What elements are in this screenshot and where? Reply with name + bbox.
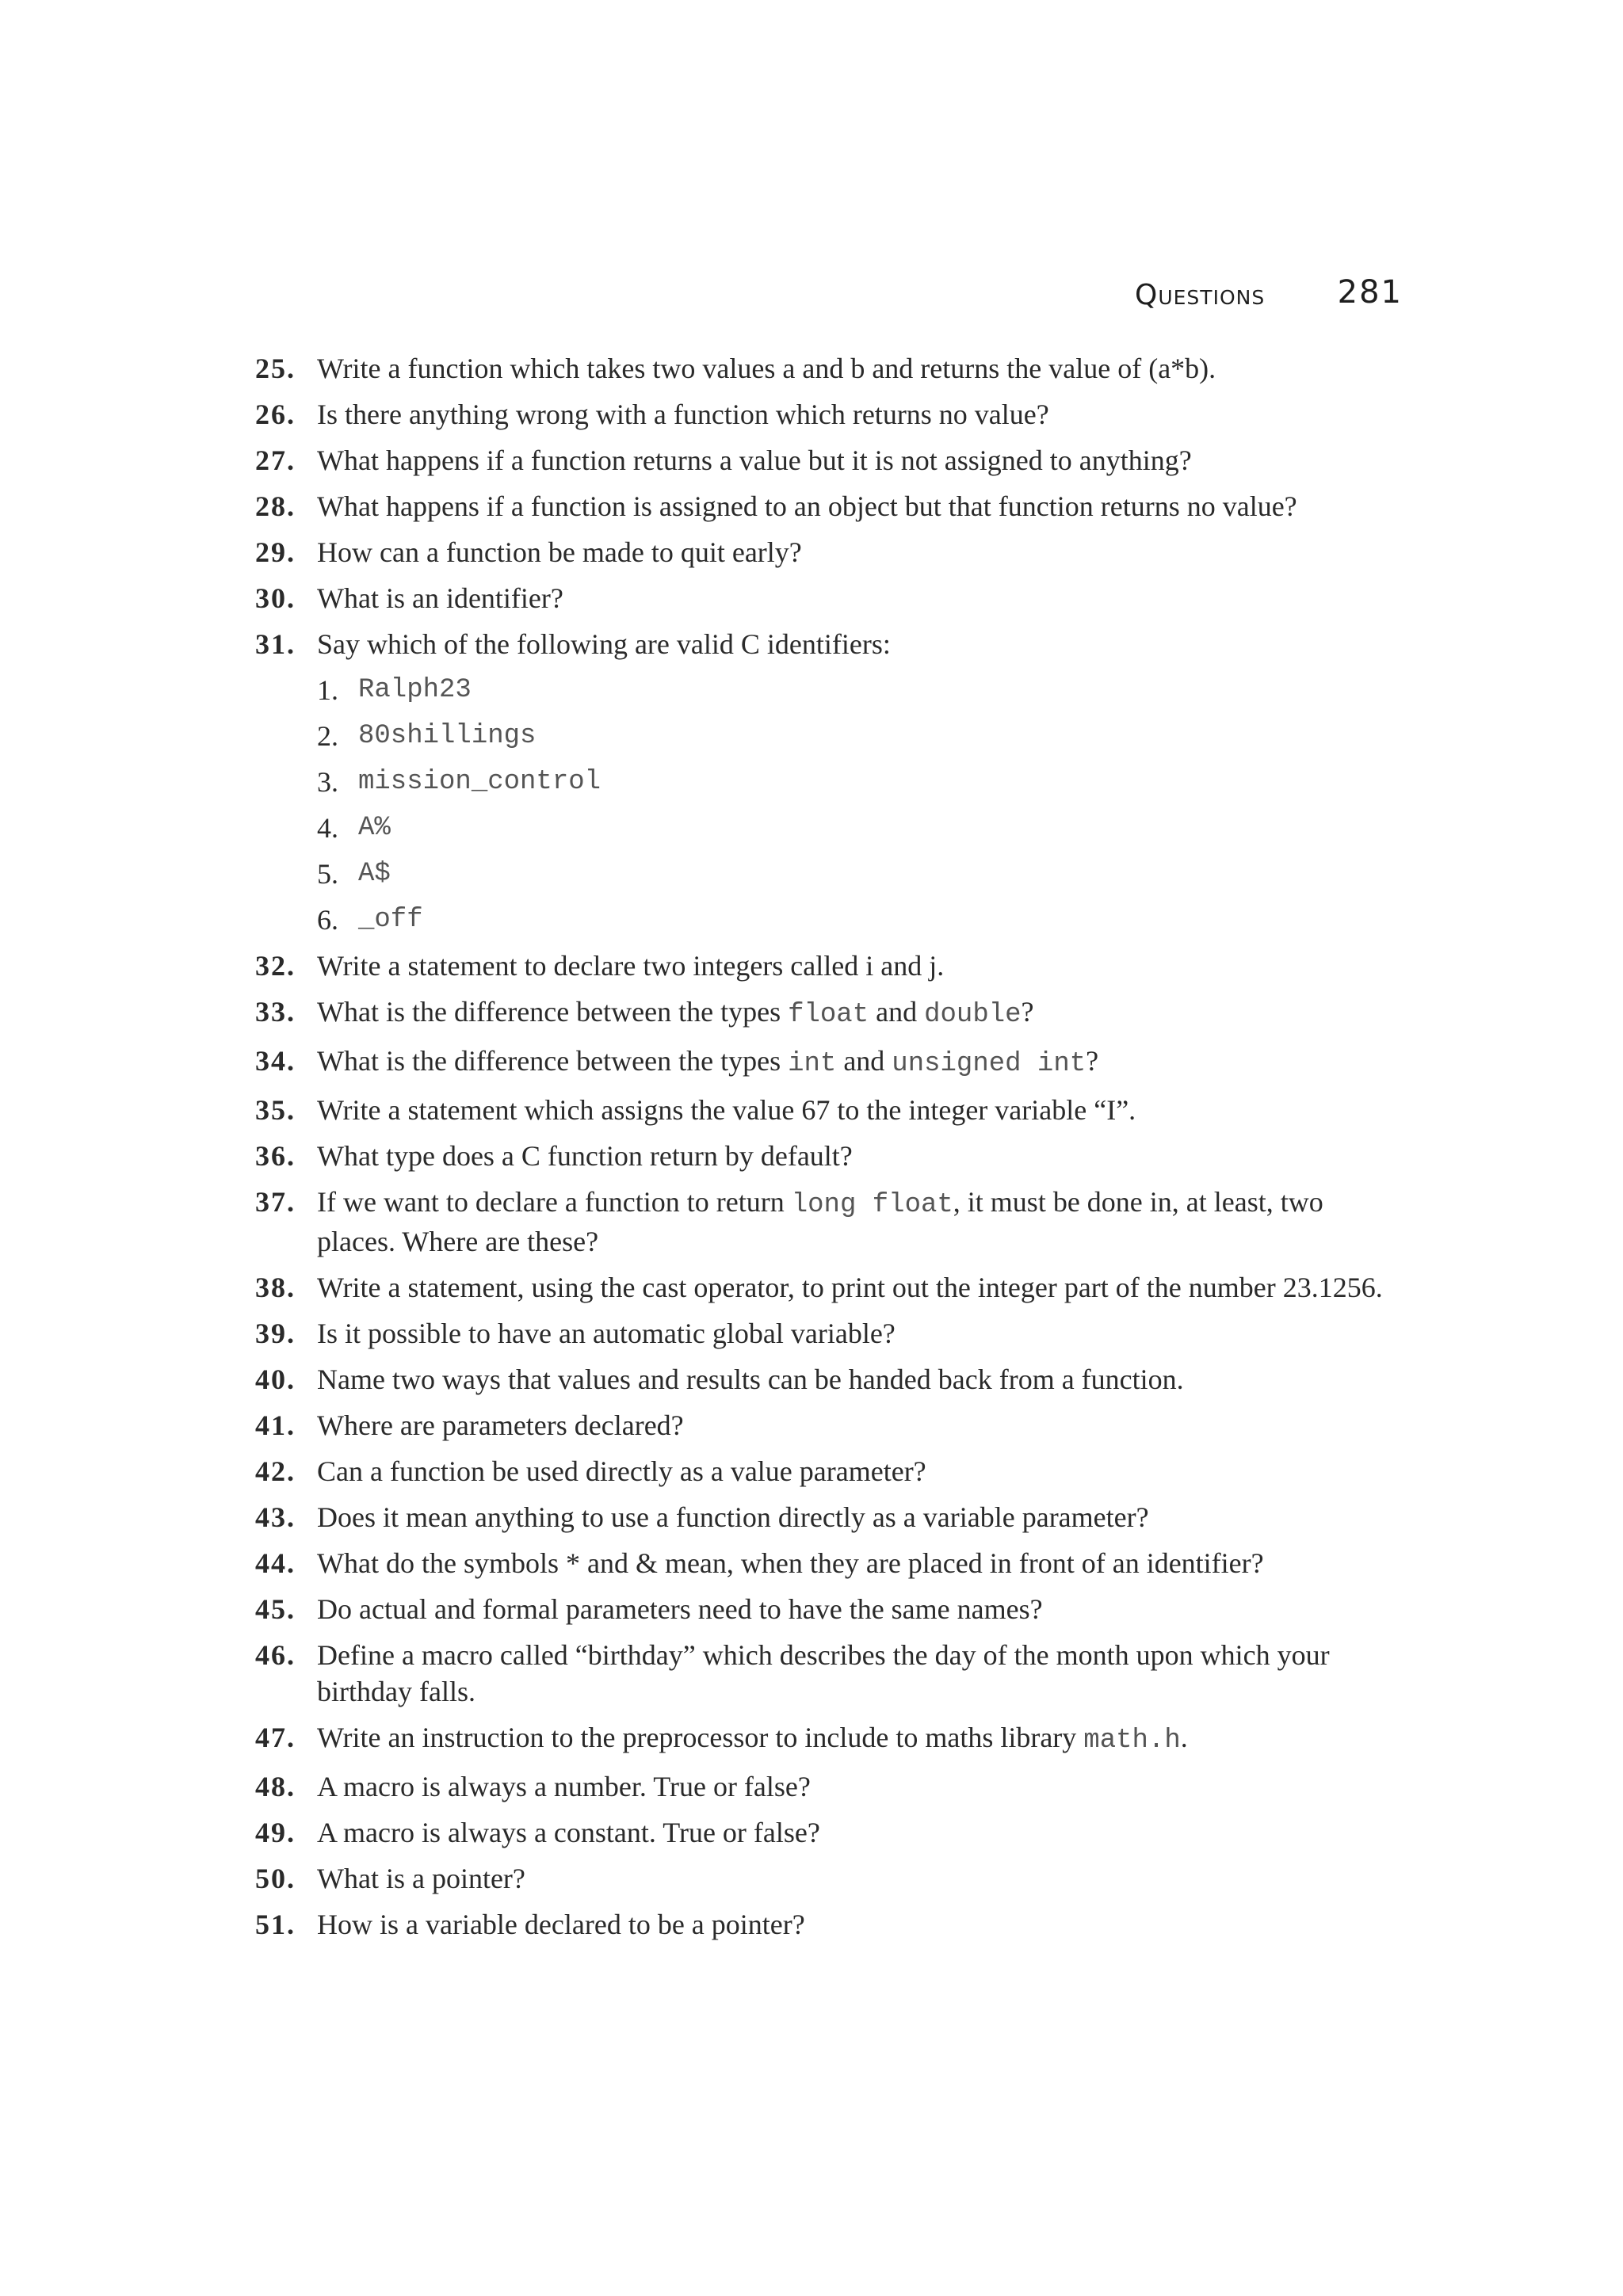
identifier-option xyxy=(255,759,1403,805)
question-list xyxy=(255,345,1403,1947)
running-head xyxy=(1135,273,1403,320)
question-number: 43. xyxy=(255,1501,296,1533)
identifier-option xyxy=(255,713,1403,759)
question-item xyxy=(255,1714,1403,1764)
question-item xyxy=(255,1402,1403,1448)
question-text xyxy=(317,989,1403,1038)
question-number: 41. xyxy=(255,1409,296,1441)
text-segment: What is the difference between the types xyxy=(317,996,789,1028)
option-number: 1. xyxy=(317,674,338,706)
question-number: 45. xyxy=(255,1593,296,1625)
question-number: 36. xyxy=(255,1140,296,1172)
text-segment: What is the difference between the types xyxy=(317,1045,789,1077)
question-number: 26. xyxy=(255,399,296,430)
text-segment: ? xyxy=(1086,1045,1099,1077)
text-segment: and xyxy=(869,996,925,1028)
question-item xyxy=(255,1264,1403,1310)
question-text: Define a macro called “birthday” which describes the day of the month upon which your birthday falls. xyxy=(317,1639,1330,1707)
question-number: 27. xyxy=(255,444,296,476)
question-item xyxy=(255,1764,1403,1810)
question-text: What is an identifier? xyxy=(317,582,563,614)
question-text: A macro is always a constant. True or false? xyxy=(317,1817,820,1848)
question-item xyxy=(255,529,1403,575)
option-number: 5. xyxy=(317,858,338,890)
question-text: Is there anything wrong with a function which returns no value? xyxy=(317,399,1049,430)
question-item xyxy=(255,1855,1403,1901)
question-item xyxy=(255,1356,1403,1402)
text-segment: . xyxy=(1180,1722,1188,1753)
question-number: 40. xyxy=(255,1363,296,1395)
option-code: _off xyxy=(358,905,423,935)
option-code: mission_control xyxy=(358,767,601,797)
option-code: A% xyxy=(358,813,391,843)
question-text: Say which of the following are valid C identifiers: xyxy=(317,628,891,660)
question-item xyxy=(255,437,1403,483)
question-text: A macro is always a number. True or false? xyxy=(317,1771,811,1802)
question-number: 25. xyxy=(255,353,296,384)
option-number: 6. xyxy=(317,904,338,936)
inline-code: long float xyxy=(791,1190,953,1220)
question-text: Does it mean anything to use a function directly as a variable parameter? xyxy=(317,1501,1149,1533)
identifier-option xyxy=(255,897,1403,943)
question-number: 38. xyxy=(255,1272,296,1303)
option-number: 3. xyxy=(317,766,338,798)
identifier-option-list xyxy=(255,667,1403,943)
section-title: Questions xyxy=(1135,279,1266,311)
question-item xyxy=(255,345,1403,391)
option-number: 4. xyxy=(317,812,338,844)
question-text: What do the symbols * and & mean, when they are placed in front of an identifier? xyxy=(317,1547,1264,1579)
question-item xyxy=(255,483,1403,529)
question-item xyxy=(255,1087,1403,1133)
question-item xyxy=(255,989,1403,1038)
page-number: 281 xyxy=(1337,274,1403,311)
question-item xyxy=(255,1901,1403,1947)
question-item xyxy=(255,1494,1403,1540)
question-text: How can a function be made to quit early? xyxy=(317,536,802,568)
text-segment: Write an instruction to the preprocessor to include to maths library xyxy=(317,1722,1084,1753)
text-segment: If we want to declare a function to return xyxy=(317,1186,792,1218)
question-number: 48. xyxy=(255,1771,296,1802)
question-number: 35. xyxy=(255,1094,296,1126)
question-number: 42. xyxy=(255,1455,296,1487)
question-text: Do actual and formal parameters need to have the same names? xyxy=(317,1593,1043,1625)
question-number: 29. xyxy=(255,536,296,568)
question-text: Where are parameters declared? xyxy=(317,1409,684,1441)
question-number: 49. xyxy=(255,1817,296,1848)
question-item xyxy=(255,575,1403,621)
question-item xyxy=(255,1632,1403,1714)
question-text: Write a statement which assigns the value 67 to the integer variable “I”. xyxy=(317,1094,1136,1126)
question-item xyxy=(255,1810,1403,1855)
question-number: 32. xyxy=(255,950,296,982)
question-item xyxy=(255,1448,1403,1494)
inline-code: float xyxy=(788,1000,869,1030)
identifier-option xyxy=(255,805,1403,851)
question-item xyxy=(255,621,1403,667)
question-number: 37. xyxy=(255,1186,296,1218)
question-text: Name two ways that values and results can be handed back from a function. xyxy=(317,1363,1184,1395)
question-number: 30. xyxy=(255,582,296,614)
question-text: What happens if a function is assigned to an object but that function returns no value? xyxy=(317,490,1297,522)
question-text: How is a variable declared to be a pointer? xyxy=(317,1909,805,1940)
text-segment: and xyxy=(836,1045,892,1077)
question-text: Write a statement to declare two integers called i and j. xyxy=(317,950,945,982)
question-number: 39. xyxy=(255,1318,296,1349)
question-item xyxy=(255,1179,1403,1264)
question-number: 31. xyxy=(255,628,296,660)
question-text xyxy=(317,1179,1403,1264)
question-text: Is it possible to have an automatic global variable? xyxy=(317,1318,896,1349)
option-code: Ralph23 xyxy=(358,675,472,705)
question-number: 44. xyxy=(255,1547,296,1579)
question-item xyxy=(255,943,1403,989)
question-item xyxy=(255,1038,1403,1087)
inline-code: unsigned int xyxy=(892,1049,1086,1079)
question-number: 51. xyxy=(255,1909,296,1940)
question-text xyxy=(317,1714,1403,1764)
question-item xyxy=(255,1586,1403,1632)
question-number: 28. xyxy=(255,490,296,522)
question-text: Can a function be used directly as a value parameter? xyxy=(317,1455,926,1487)
question-item xyxy=(255,1310,1403,1356)
inline-code: math.h xyxy=(1083,1726,1181,1756)
question-number: 47. xyxy=(255,1722,296,1753)
question-number: 50. xyxy=(255,1863,296,1894)
question-number: 46. xyxy=(255,1639,296,1671)
inline-code: int xyxy=(788,1049,837,1079)
identifier-options xyxy=(255,667,1403,943)
identifier-option xyxy=(255,667,1403,713)
question-text xyxy=(317,1038,1403,1087)
question-item xyxy=(255,1133,1403,1179)
question-text: What happens if a function returns a value but it is not assigned to anything? xyxy=(317,444,1192,476)
question-number: 34. xyxy=(255,1045,296,1077)
inline-code: double xyxy=(924,1000,1022,1030)
question-item xyxy=(255,391,1403,437)
option-code: 80shillings xyxy=(358,721,537,751)
question-text: What type does a C function return by default? xyxy=(317,1140,853,1172)
option-code: A$ xyxy=(358,859,391,889)
identifier-option xyxy=(255,851,1403,897)
text-segment: ? xyxy=(1021,996,1034,1028)
question-item xyxy=(255,1540,1403,1586)
question-text: Write a function which takes two values a and b and returns the value of (a*b). xyxy=(317,353,1216,384)
question-number: 33. xyxy=(255,996,296,1028)
question-text: Write a statement, using the cast operator, to print out the integer part of the number 23.1256. xyxy=(317,1272,1383,1303)
option-number: 2. xyxy=(317,720,338,752)
text-segment: , it must be done in, at least, two places. Where are these? xyxy=(317,1186,1323,1257)
question-text: What is a pointer? xyxy=(317,1863,525,1894)
